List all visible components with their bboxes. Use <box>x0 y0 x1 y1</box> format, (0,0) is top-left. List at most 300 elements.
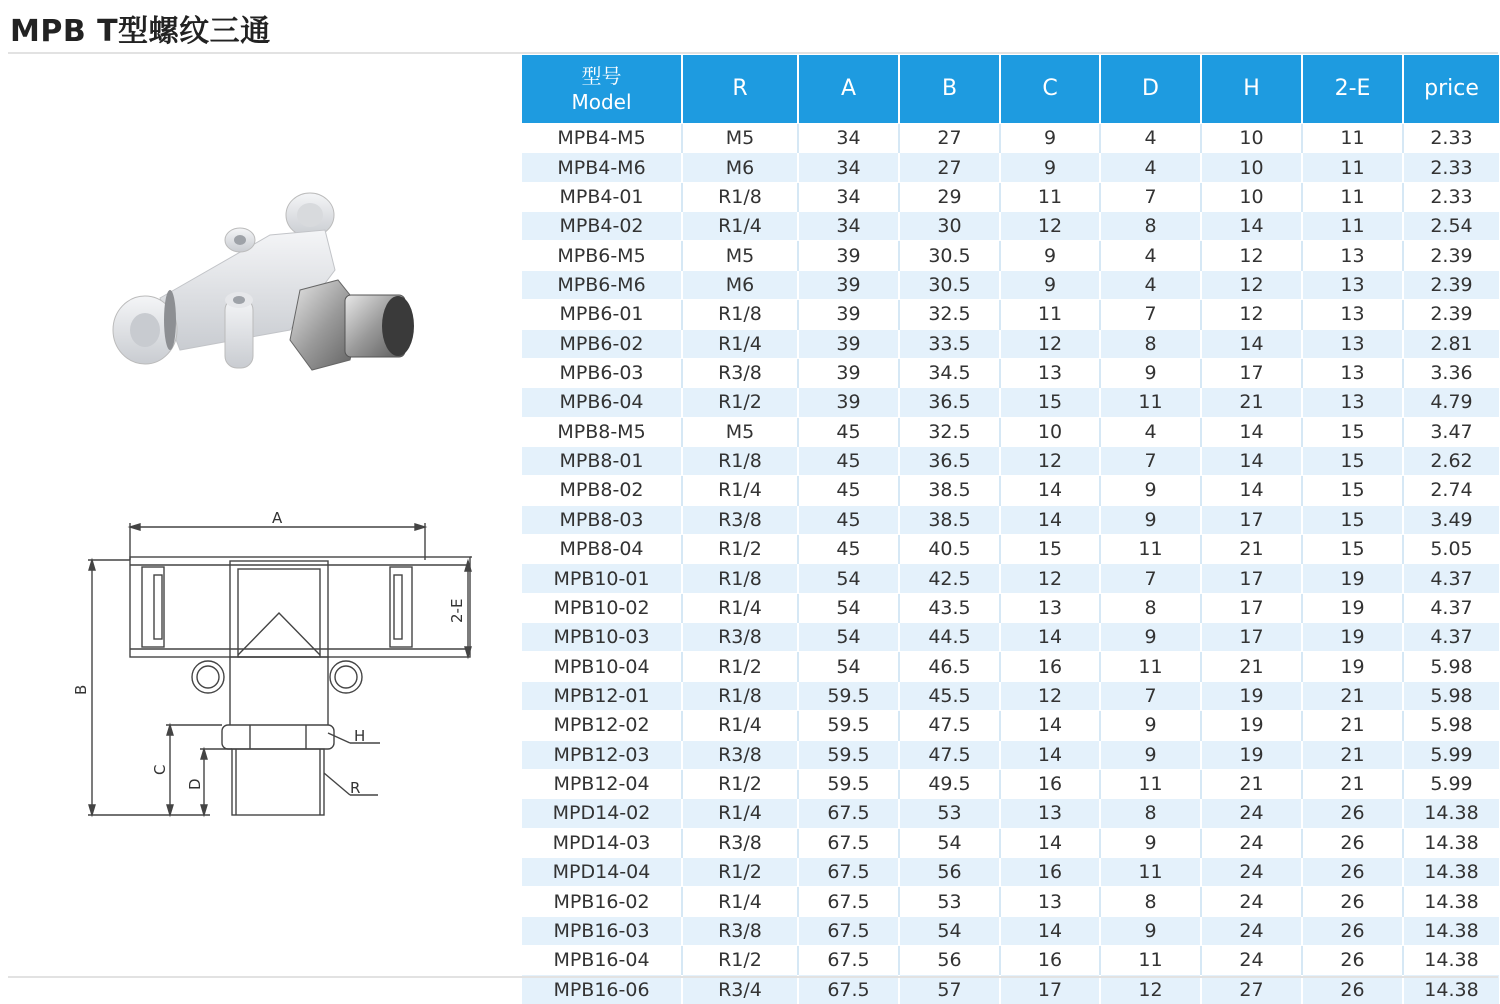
cell-model: MPD14-03 <box>522 828 682 857</box>
cell-model: MPB6-02 <box>522 329 682 358</box>
cell-a: 45 <box>798 505 899 534</box>
cell-r: R1/4 <box>682 212 798 241</box>
cell-a: 59.5 <box>798 740 899 769</box>
cell-c: 13 <box>1000 887 1100 916</box>
cell-r: M6 <box>682 270 798 299</box>
table-header-row <box>522 55 1499 124</box>
cell-c: 16 <box>1000 946 1100 975</box>
cell-model: MPB10-02 <box>522 593 682 622</box>
cell-c: 14 <box>1000 916 1100 945</box>
cell-a: 59.5 <box>798 769 899 798</box>
cell-h: 27 <box>1201 975 1302 1004</box>
cell-c: 15 <box>1000 535 1100 564</box>
cell-a: 34 <box>798 153 899 182</box>
cell-price: 5.05 <box>1403 535 1499 564</box>
cell-c: 12 <box>1000 681 1100 710</box>
table-row <box>522 182 1499 211</box>
cell-d: 12 <box>1100 975 1201 1004</box>
cell-r: M5 <box>682 417 798 446</box>
dim-label-d: D <box>186 778 204 790</box>
cell-r: M5 <box>682 241 798 270</box>
cell-2e: 26 <box>1302 828 1403 857</box>
cell-h: 19 <box>1201 711 1302 740</box>
cell-price: 5.98 <box>1403 681 1499 710</box>
cell-c: 14 <box>1000 505 1100 534</box>
cell-h: 19 <box>1201 740 1302 769</box>
cell-c: 16 <box>1000 857 1100 886</box>
table-row <box>522 446 1499 475</box>
cell-b: 54 <box>899 828 1000 857</box>
cell-d: 9 <box>1100 711 1201 740</box>
cell-d: 9 <box>1100 358 1201 387</box>
cell-h: 12 <box>1201 241 1302 270</box>
cell-c: 9 <box>1000 124 1100 153</box>
cell-c: 12 <box>1000 212 1100 241</box>
cell-r: R1/4 <box>682 711 798 740</box>
cell-h: 21 <box>1201 769 1302 798</box>
table-row <box>522 270 1499 299</box>
cell-b: 56 <box>899 857 1000 886</box>
cell-r: R3/8 <box>682 740 798 769</box>
cell-b: 36.5 <box>899 446 1000 475</box>
cell-h: 10 <box>1201 182 1302 211</box>
cell-c: 11 <box>1000 182 1100 211</box>
cell-price: 2.74 <box>1403 476 1499 505</box>
cell-price: 2.81 <box>1403 329 1499 358</box>
cell-d: 7 <box>1100 681 1201 710</box>
cell-h: 12 <box>1201 300 1302 329</box>
header-model <box>522 55 682 124</box>
table-row <box>522 241 1499 270</box>
cell-b: 43.5 <box>899 593 1000 622</box>
cell-2e: 21 <box>1302 740 1403 769</box>
dimension-drawing <box>60 505 500 825</box>
table-row <box>522 593 1499 622</box>
cell-c: 16 <box>1000 769 1100 798</box>
cell-a: 59.5 <box>798 711 899 740</box>
cell-c: 15 <box>1000 388 1100 417</box>
cell-price: 4.37 <box>1403 564 1499 593</box>
cell-r: R3/8 <box>682 358 798 387</box>
cell-price: 14.38 <box>1403 887 1499 916</box>
cell-model: MPB8-04 <box>522 535 682 564</box>
cell-a: 34 <box>798 212 899 241</box>
cell-c: 16 <box>1000 652 1100 681</box>
cell-price: 5.98 <box>1403 652 1499 681</box>
header-h: H <box>1201 55 1302 124</box>
cell-price: 14.38 <box>1403 828 1499 857</box>
cell-price: 2.39 <box>1403 241 1499 270</box>
cell-price: 2.39 <box>1403 300 1499 329</box>
cell-price: 2.62 <box>1403 446 1499 475</box>
cell-a: 67.5 <box>798 887 899 916</box>
cell-h: 24 <box>1201 828 1302 857</box>
cell-a: 34 <box>798 182 899 211</box>
cell-h: 14 <box>1201 476 1302 505</box>
cell-model: MPB16-06 <box>522 975 682 1004</box>
cell-d: 9 <box>1100 740 1201 769</box>
cell-h: 24 <box>1201 946 1302 975</box>
cell-h: 10 <box>1201 153 1302 182</box>
top-divider <box>8 52 1498 54</box>
page-title: MPB T型螺纹三通 <box>10 14 271 49</box>
cell-a: 67.5 <box>798 799 899 828</box>
cell-h: 24 <box>1201 916 1302 945</box>
table-row <box>522 564 1499 593</box>
cell-model: MPB6-04 <box>522 388 682 417</box>
cell-b: 32.5 <box>899 300 1000 329</box>
cell-b: 56 <box>899 946 1000 975</box>
cell-a: 54 <box>798 564 899 593</box>
cell-c: 9 <box>1000 153 1100 182</box>
cell-price: 2.33 <box>1403 182 1499 211</box>
cell-h: 21 <box>1201 388 1302 417</box>
cell-b: 32.5 <box>899 417 1000 446</box>
cell-a: 67.5 <box>798 946 899 975</box>
cell-d: 8 <box>1100 799 1201 828</box>
cell-c: 9 <box>1000 241 1100 270</box>
cell-r: R1/8 <box>682 446 798 475</box>
cell-2e: 13 <box>1302 270 1403 299</box>
header-model-cn: 型号 <box>581 64 622 88</box>
cell-r: R1/4 <box>682 799 798 828</box>
table-body <box>522 124 1499 1004</box>
cell-r: R1/4 <box>682 329 798 358</box>
table-row <box>522 212 1499 241</box>
cell-h: 17 <box>1201 358 1302 387</box>
cell-c: 11 <box>1000 300 1100 329</box>
cell-b: 34.5 <box>899 358 1000 387</box>
cell-2e: 21 <box>1302 711 1403 740</box>
cell-b: 49.5 <box>899 769 1000 798</box>
table-row <box>522 476 1499 505</box>
cell-h: 12 <box>1201 270 1302 299</box>
cell-a: 67.5 <box>798 857 899 886</box>
cell-2e: 15 <box>1302 535 1403 564</box>
cell-model: MPB4-01 <box>522 182 682 211</box>
cell-model: MPB8-03 <box>522 505 682 534</box>
cell-d: 8 <box>1100 593 1201 622</box>
cell-2e: 26 <box>1302 857 1403 886</box>
cell-d: 11 <box>1100 388 1201 417</box>
table-row <box>522 153 1499 182</box>
cell-b: 27 <box>899 124 1000 153</box>
cell-b: 47.5 <box>899 711 1000 740</box>
cell-d: 11 <box>1100 769 1201 798</box>
cell-model: MPB16-03 <box>522 916 682 945</box>
cell-h: 24 <box>1201 887 1302 916</box>
cell-a: 39 <box>798 358 899 387</box>
cell-d: 9 <box>1100 623 1201 652</box>
cell-price: 4.79 <box>1403 388 1499 417</box>
cell-c: 13 <box>1000 593 1100 622</box>
table-row <box>522 916 1499 945</box>
cell-price: 2.54 <box>1403 212 1499 241</box>
cell-r: R1/8 <box>682 182 798 211</box>
cell-r: R3/8 <box>682 505 798 534</box>
dim-label-h: H <box>354 727 366 745</box>
cell-model: MPB6-01 <box>522 300 682 329</box>
cell-model: MPB12-03 <box>522 740 682 769</box>
cell-model: MPB4-M5 <box>522 124 682 153</box>
cell-r: R1/4 <box>682 887 798 916</box>
cell-b: 53 <box>899 799 1000 828</box>
cell-c: 14 <box>1000 476 1100 505</box>
table-row <box>522 799 1499 828</box>
cell-price: 5.99 <box>1403 740 1499 769</box>
cell-d: 9 <box>1100 916 1201 945</box>
cell-r: R3/8 <box>682 623 798 652</box>
cell-2e: 26 <box>1302 799 1403 828</box>
cell-a: 39 <box>798 388 899 417</box>
cell-d: 4 <box>1100 124 1201 153</box>
cell-2e: 13 <box>1302 300 1403 329</box>
cell-r: M6 <box>682 153 798 182</box>
cell-h: 21 <box>1201 652 1302 681</box>
table-row <box>522 388 1499 417</box>
cell-d: 9 <box>1100 828 1201 857</box>
cell-a: 45 <box>798 417 899 446</box>
cell-h: 10 <box>1201 124 1302 153</box>
cell-a: 54 <box>798 652 899 681</box>
cell-a: 34 <box>798 124 899 153</box>
cell-c: 17 <box>1000 975 1100 1004</box>
table-row <box>522 828 1499 857</box>
cell-a: 45 <box>798 446 899 475</box>
cell-h: 17 <box>1201 564 1302 593</box>
header-r: R <box>682 55 798 124</box>
table-row <box>522 740 1499 769</box>
cell-b: 33.5 <box>899 329 1000 358</box>
cell-b: 27 <box>899 153 1000 182</box>
cell-2e: 15 <box>1302 446 1403 475</box>
cell-2e: 15 <box>1302 476 1403 505</box>
dim-label-c: C <box>151 764 169 775</box>
cell-model: MPB12-01 <box>522 681 682 710</box>
cell-model: MPB8-02 <box>522 476 682 505</box>
cell-d: 4 <box>1100 270 1201 299</box>
cell-b: 29 <box>899 182 1000 211</box>
cell-d: 8 <box>1100 887 1201 916</box>
cell-d: 11 <box>1100 535 1201 564</box>
cell-2e: 19 <box>1302 652 1403 681</box>
cell-d: 11 <box>1100 652 1201 681</box>
cell-r: R1/8 <box>682 300 798 329</box>
cell-b: 42.5 <box>899 564 1000 593</box>
cell-2e: 11 <box>1302 212 1403 241</box>
cell-c: 12 <box>1000 564 1100 593</box>
cell-b: 40.5 <box>899 535 1000 564</box>
cell-h: 14 <box>1201 212 1302 241</box>
cell-a: 67.5 <box>798 916 899 945</box>
dim-label-a: A <box>272 509 283 527</box>
cell-c: 14 <box>1000 711 1100 740</box>
cell-b: 57 <box>899 975 1000 1004</box>
cell-a: 67.5 <box>798 975 899 1004</box>
cell-r: R1/2 <box>682 535 798 564</box>
cell-price: 4.37 <box>1403 623 1499 652</box>
table-row <box>522 711 1499 740</box>
cell-d: 4 <box>1100 417 1201 446</box>
cell-d: 7 <box>1100 300 1201 329</box>
cell-2e: 26 <box>1302 887 1403 916</box>
cell-a: 39 <box>798 241 899 270</box>
cell-model: MPB16-02 <box>522 887 682 916</box>
cell-price: 14.38 <box>1403 799 1499 828</box>
dim-label-r: R <box>350 779 361 797</box>
cell-b: 54 <box>899 916 1000 945</box>
cell-2e: 26 <box>1302 916 1403 945</box>
cell-r: R3/8 <box>682 828 798 857</box>
table-row <box>522 975 1499 1004</box>
cell-r: R1/4 <box>682 593 798 622</box>
cell-c: 12 <box>1000 329 1100 358</box>
cell-2e: 15 <box>1302 417 1403 446</box>
spec-table <box>522 55 1499 1004</box>
cell-a: 54 <box>798 593 899 622</box>
cell-2e: 19 <box>1302 593 1403 622</box>
cell-b: 46.5 <box>899 652 1000 681</box>
table-row <box>522 300 1499 329</box>
cell-2e: 15 <box>1302 505 1403 534</box>
cell-h: 14 <box>1201 329 1302 358</box>
cell-d: 7 <box>1100 564 1201 593</box>
cell-model: MPB16-04 <box>522 946 682 975</box>
cell-c: 9 <box>1000 270 1100 299</box>
cell-r: R1/2 <box>682 388 798 417</box>
cell-r: R1/2 <box>682 857 798 886</box>
cell-r: M5 <box>682 124 798 153</box>
header-a: A <box>798 55 899 124</box>
cell-c: 12 <box>1000 446 1100 475</box>
cell-r: R1/2 <box>682 652 798 681</box>
cell-price: 14.38 <box>1403 916 1499 945</box>
cell-a: 59.5 <box>798 681 899 710</box>
cell-d: 11 <box>1100 946 1201 975</box>
cell-2e: 13 <box>1302 241 1403 270</box>
table-row <box>522 535 1499 564</box>
cell-c: 14 <box>1000 740 1100 769</box>
cell-h: 19 <box>1201 681 1302 710</box>
cell-price: 3.36 <box>1403 358 1499 387</box>
header-c: C <box>1000 55 1100 124</box>
table-row <box>522 652 1499 681</box>
dim-label-b: B <box>72 684 90 695</box>
cell-2e: 19 <box>1302 564 1403 593</box>
cell-r: R1/8 <box>682 564 798 593</box>
cell-a: 54 <box>798 623 899 652</box>
cell-model: MPB10-04 <box>522 652 682 681</box>
cell-model: MPD14-04 <box>522 857 682 886</box>
cell-price: 4.37 <box>1403 593 1499 622</box>
table-row <box>522 505 1499 534</box>
cell-2e: 11 <box>1302 153 1403 182</box>
table-row <box>522 946 1499 975</box>
header-price: price <box>1403 55 1499 124</box>
cell-r: R1/4 <box>682 476 798 505</box>
cell-a: 39 <box>798 300 899 329</box>
cell-r: R3/8 <box>682 916 798 945</box>
cell-b: 45.5 <box>899 681 1000 710</box>
cell-model: MPB4-M6 <box>522 153 682 182</box>
cell-d: 11 <box>1100 857 1201 886</box>
cell-2e: 26 <box>1302 975 1403 1004</box>
cell-2e: 13 <box>1302 388 1403 417</box>
table-row <box>522 857 1499 886</box>
table-row <box>522 887 1499 916</box>
header-2e: 2-E <box>1302 55 1403 124</box>
table-row <box>522 681 1499 710</box>
cell-b: 36.5 <box>899 388 1000 417</box>
cell-price: 14.38 <box>1403 975 1499 1004</box>
cell-r: R1/2 <box>682 769 798 798</box>
cell-b: 44.5 <box>899 623 1000 652</box>
header-b: B <box>899 55 1000 124</box>
cell-model: MPD14-02 <box>522 799 682 828</box>
cell-b: 30.5 <box>899 270 1000 299</box>
cell-h: 14 <box>1201 417 1302 446</box>
cell-c: 13 <box>1000 799 1100 828</box>
bottom-divider <box>8 976 1498 978</box>
cell-a: 39 <box>798 329 899 358</box>
cell-b: 53 <box>899 887 1000 916</box>
cell-model: MPB12-04 <box>522 769 682 798</box>
cell-2e: 11 <box>1302 182 1403 211</box>
cell-2e: 13 <box>1302 358 1403 387</box>
cell-price: 14.38 <box>1403 857 1499 886</box>
cell-d: 8 <box>1100 329 1201 358</box>
cell-a: 67.5 <box>798 828 899 857</box>
cell-h: 17 <box>1201 593 1302 622</box>
cell-d: 9 <box>1100 476 1201 505</box>
cell-a: 39 <box>798 270 899 299</box>
cell-b: 30.5 <box>899 241 1000 270</box>
cell-2e: 11 <box>1302 124 1403 153</box>
cell-model: MPB6-M5 <box>522 241 682 270</box>
cell-price: 3.47 <box>1403 417 1499 446</box>
cell-a: 45 <box>798 535 899 564</box>
header-model-en: Model <box>571 90 632 114</box>
cell-c: 14 <box>1000 623 1100 652</box>
cell-h: 17 <box>1201 505 1302 534</box>
cell-a: 45 <box>798 476 899 505</box>
cell-model: MPB8-M5 <box>522 417 682 446</box>
cell-2e: 21 <box>1302 681 1403 710</box>
cell-price: 14.38 <box>1403 946 1499 975</box>
cell-r: R1/2 <box>682 946 798 975</box>
cell-model: MPB12-02 <box>522 711 682 740</box>
table-row <box>522 769 1499 798</box>
table-row <box>522 417 1499 446</box>
cell-d: 9 <box>1100 505 1201 534</box>
cell-model: MPB6-03 <box>522 358 682 387</box>
cell-2e: 19 <box>1302 623 1403 652</box>
table-row <box>522 124 1499 153</box>
cell-b: 47.5 <box>899 740 1000 769</box>
cell-price: 2.33 <box>1403 124 1499 153</box>
cell-h: 24 <box>1201 799 1302 828</box>
cell-model: MPB10-01 <box>522 564 682 593</box>
cell-h: 24 <box>1201 857 1302 886</box>
cell-d: 4 <box>1100 153 1201 182</box>
cell-model: MPB6-M6 <box>522 270 682 299</box>
cell-2e: 26 <box>1302 946 1403 975</box>
cell-d: 4 <box>1100 241 1201 270</box>
table-row <box>522 329 1499 358</box>
cell-c: 14 <box>1000 828 1100 857</box>
cell-2e: 13 <box>1302 329 1403 358</box>
cell-price: 2.39 <box>1403 270 1499 299</box>
